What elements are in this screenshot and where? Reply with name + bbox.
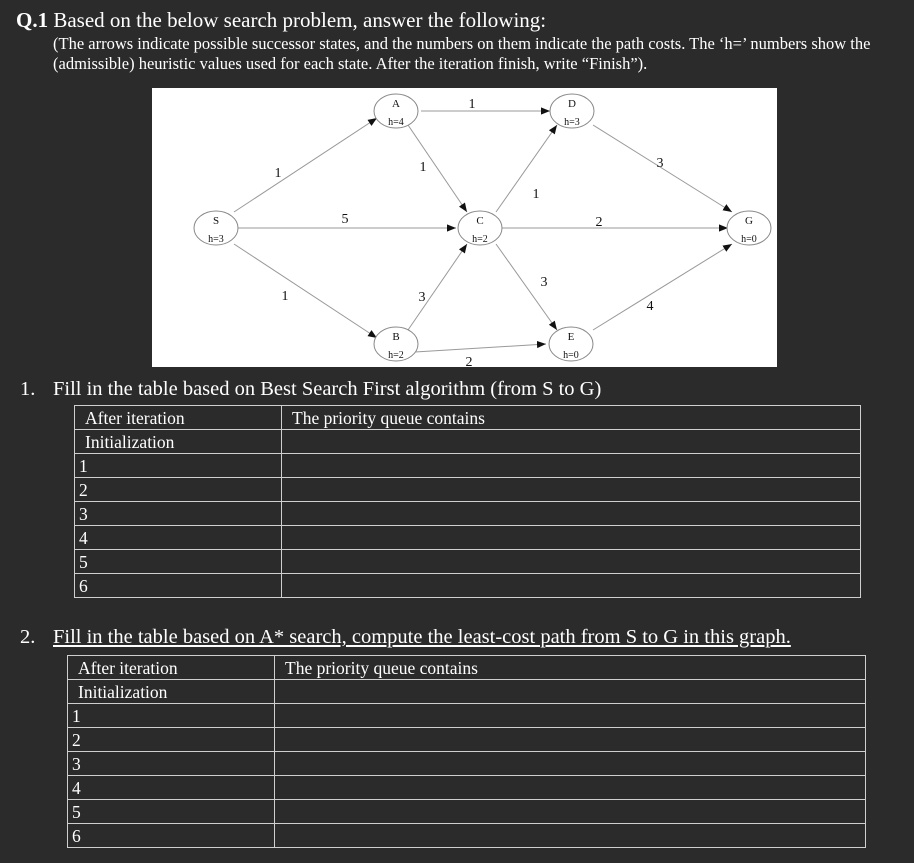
iteration-label: 4 <box>75 526 282 550</box>
cost-s-a: 1 <box>274 166 282 181</box>
header-after-iteration: After iteration <box>68 656 275 680</box>
cost-c-d: 1 <box>532 187 540 202</box>
graph-svg <box>152 88 777 367</box>
header-priority-queue: The priority queue contains <box>282 406 861 430</box>
node-e <box>549 327 593 361</box>
node-a-label: A <box>392 98 400 110</box>
edge-e-g <box>593 244 732 330</box>
a-star-table <box>67 655 866 848</box>
table-row <box>68 752 866 776</box>
best-first-table <box>74 405 861 598</box>
node-e-label: E <box>567 331 575 343</box>
iteration-label: 2 <box>75 478 282 502</box>
table-row <box>75 502 861 526</box>
queue-cell[interactable] <box>282 478 861 502</box>
cost-a-c: 1 <box>419 160 427 175</box>
node-c <box>458 211 502 245</box>
question-title-text: Based on the below search problem, answer the following: <box>48 8 547 32</box>
node-b-heuristic: h=2 <box>388 350 404 361</box>
table-row <box>75 454 861 478</box>
iteration-label: Initialization <box>68 680 275 704</box>
node-g-heuristic: h=0 <box>741 234 757 245</box>
queue-cell[interactable] <box>282 454 861 478</box>
table-row <box>75 526 861 550</box>
node-a <box>374 94 418 128</box>
table-row <box>68 776 866 800</box>
table-row <box>75 550 861 574</box>
queue-cell[interactable] <box>275 824 866 848</box>
cost-d-g: 3 <box>656 156 664 171</box>
node-c-label: C <box>476 215 484 227</box>
iteration-label: 5 <box>68 800 275 824</box>
table-row <box>68 704 866 728</box>
cost-a-d: 1 <box>468 97 476 112</box>
edge-b-c <box>408 244 467 330</box>
iteration-label: 2 <box>68 728 275 752</box>
queue-cell[interactable] <box>275 704 866 728</box>
cost-s-c: 5 <box>341 212 349 227</box>
table-row <box>68 824 866 848</box>
edge-s-b <box>234 244 377 338</box>
queue-cell[interactable] <box>275 752 866 776</box>
table-row <box>68 800 866 824</box>
task-1-number: 1. <box>20 378 36 400</box>
node-g <box>727 211 771 245</box>
task-2-prompt <box>20 626 791 649</box>
queue-cell[interactable] <box>275 680 866 704</box>
iteration-label: 6 <box>68 824 275 848</box>
edge-a-c <box>408 125 467 212</box>
table-row <box>75 430 861 454</box>
iteration-label: 1 <box>68 704 275 728</box>
question-instructions: (The arrows indicate possible successor states, and the numbers on them indicate the path costs. The ‘h=’ numbers show the (admissible) heuristic values used for each state. After the iteration finish, write “Finish”). <box>53 34 871 73</box>
edge-c-e <box>496 244 557 330</box>
table-header-row <box>75 406 861 430</box>
queue-cell[interactable] <box>275 800 866 824</box>
task-2-number: 2. <box>20 626 36 648</box>
table-row <box>75 574 861 598</box>
queue-cell[interactable] <box>282 550 861 574</box>
cost-b-c: 3 <box>418 290 426 305</box>
question-number: Q.1 <box>16 8 49 32</box>
node-d-heuristic: h=3 <box>564 117 580 128</box>
node-d-label: D <box>568 98 576 110</box>
edge-s-a <box>234 118 377 212</box>
table-header-row <box>68 656 866 680</box>
search-graph <box>152 88 777 367</box>
iteration-label: 3 <box>75 502 282 526</box>
iteration-label: 3 <box>68 752 275 776</box>
header-after-iteration: After iteration <box>75 406 282 430</box>
queue-cell[interactable] <box>282 526 861 550</box>
iteration-label: Initialization <box>75 430 282 454</box>
node-s <box>194 211 238 245</box>
iteration-label: 4 <box>68 776 275 800</box>
task-1-prompt <box>20 378 601 401</box>
cost-b-e: 2 <box>465 355 473 367</box>
node-e-heuristic: h=0 <box>563 350 579 361</box>
iteration-label: 6 <box>75 574 282 598</box>
header-priority-queue: The priority queue contains <box>275 656 866 680</box>
task-2-text: Fill in the table based on A* search, compute the least-cost path from S to G in this graph. <box>53 626 791 648</box>
node-c-heuristic: h=2 <box>472 234 488 245</box>
node-a-heuristic: h=4 <box>388 117 404 128</box>
node-g-label: G <box>745 215 753 227</box>
queue-cell[interactable] <box>282 502 861 526</box>
node-s-heuristic: h=3 <box>208 234 224 245</box>
table-row <box>68 680 866 704</box>
queue-cell[interactable] <box>275 728 866 752</box>
cost-e-g: 4 <box>646 299 654 314</box>
cost-c-e: 3 <box>540 275 548 290</box>
table-row <box>68 728 866 752</box>
node-b <box>374 327 418 361</box>
queue-cell[interactable] <box>282 574 861 598</box>
iteration-label: 1 <box>75 454 282 478</box>
node-s-label: S <box>212 215 220 227</box>
node-b-label: B <box>392 331 400 343</box>
queue-cell[interactable] <box>282 430 861 454</box>
edge-b-e <box>415 344 546 352</box>
cost-s-b: 1 <box>281 289 289 304</box>
iteration-label: 5 <box>75 550 282 574</box>
table-row <box>75 478 861 502</box>
task-1-text: Fill in the table based on Best Search First algorithm (from S to G) <box>53 378 602 400</box>
cost-c-g: 2 <box>595 215 603 230</box>
node-d <box>550 94 594 128</box>
question-title <box>16 8 546 33</box>
edge-c-d <box>496 125 557 212</box>
queue-cell[interactable] <box>275 776 866 800</box>
